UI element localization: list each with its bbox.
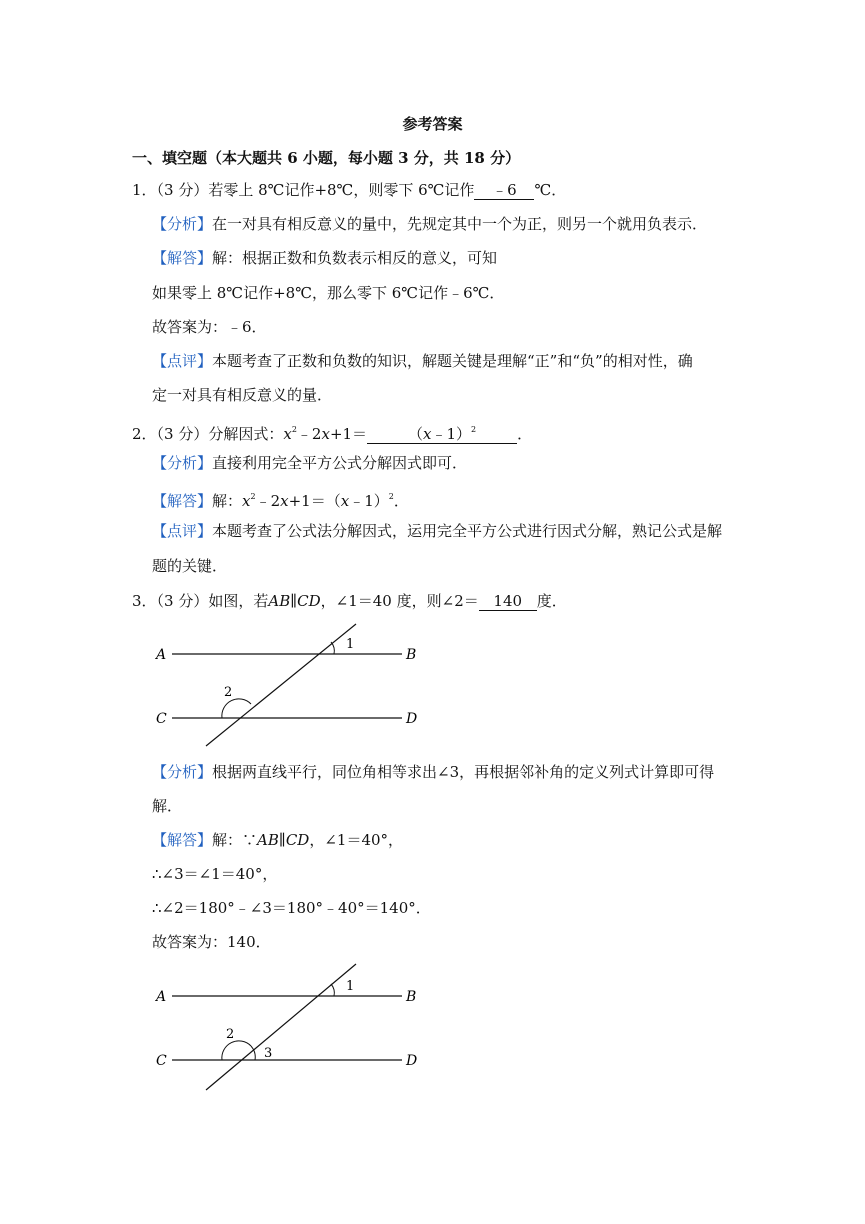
label-angle-1: 1 bbox=[346, 637, 355, 652]
q2-analysis bbox=[152, 453, 467, 473]
label-angle-1: 1 bbox=[346, 979, 355, 994]
label-c: C bbox=[156, 1053, 167, 1069]
q2-term: ﹣2 bbox=[296, 425, 322, 443]
q3-solution-text: 解：∵ bbox=[212, 831, 258, 849]
q2-var-x: x bbox=[283, 425, 292, 443]
q1-analysis bbox=[152, 214, 707, 234]
q2-solution bbox=[152, 487, 409, 511]
q3-solution-line-4: 故答案为：140． bbox=[152, 933, 271, 951]
q2-exponent: 2 bbox=[250, 492, 256, 501]
q3-stem-text: 3．（3 分）如图，若 bbox=[132, 592, 269, 610]
q2-solution-text: ． bbox=[393, 492, 409, 510]
q2-answer-part: （ bbox=[408, 425, 424, 443]
q3-stem-text: ，∠1＝40 度，则∠2＝ bbox=[320, 592, 479, 610]
q1-comment-text: 本题考查了正数和负数的知识，解题关键是理解“正”和“负”的相对性，确 bbox=[212, 352, 693, 370]
q2-comment-line-2: 题的关键． bbox=[152, 557, 228, 575]
label-a: A bbox=[156, 647, 167, 663]
q1-analysis-text: 在一对具有相反意义的量中，先规定其中一个为正，则另一个就用负表示． bbox=[212, 215, 708, 233]
q2-exponent: 2 bbox=[388, 492, 394, 501]
label-d: D bbox=[406, 1053, 418, 1069]
q3-solution-line-2: ∴∠3＝∠1＝40°， bbox=[152, 865, 278, 883]
q2-answer-exponent: 2 bbox=[471, 425, 477, 434]
q3-analysis-line-2: 解． bbox=[152, 797, 183, 815]
q2-var-x: x bbox=[321, 425, 330, 443]
comment-tag: 【点评】 bbox=[152, 352, 213, 370]
label-angle-2: 2 bbox=[226, 1027, 235, 1042]
solution-tag: 【解答】 bbox=[152, 249, 213, 267]
q2-solution-text: ﹣2 bbox=[255, 492, 281, 510]
solution-tag: 【解答】 bbox=[152, 492, 213, 510]
q1-stem-unit: ℃． bbox=[534, 181, 567, 199]
q3-stem-end: 度． bbox=[536, 592, 567, 610]
analysis-tag: 【分析】 bbox=[152, 215, 213, 233]
label-a: A bbox=[156, 989, 167, 1005]
q1-solution bbox=[152, 248, 497, 268]
label-d: D bbox=[406, 711, 418, 727]
q1-comment-line-2: 定一对具有相反意义的量． bbox=[152, 386, 333, 404]
figure-parallel-lines-2 bbox=[150, 960, 430, 1095]
label-angle-2: 2 bbox=[224, 685, 233, 700]
label-b: B bbox=[406, 989, 417, 1005]
q3-answer-blank: 140 bbox=[479, 592, 537, 611]
q3-parallel-notation: AB∥CD bbox=[257, 831, 310, 849]
label-b: B bbox=[406, 647, 417, 663]
q1-stem-text: 1．（3 分）若零上 8℃记作+8℃，则零下 6℃记作 bbox=[132, 181, 475, 199]
q2-stem-text: 2．（3 分）分解因式： bbox=[132, 425, 284, 443]
q3-solution bbox=[152, 830, 403, 850]
q1-solution-text: 解：根据正数和负数表示相反的意义，可知 bbox=[212, 249, 498, 267]
q1-comment bbox=[152, 351, 693, 371]
analysis-tag: 【分析】 bbox=[152, 763, 213, 781]
q1-answer-blank: ﹣6 bbox=[474, 181, 534, 200]
q2-var-x: x bbox=[280, 492, 289, 510]
page-title: 参考答案 bbox=[402, 115, 463, 133]
q2-answer-part: x bbox=[423, 425, 432, 443]
angle-2-arc bbox=[222, 699, 251, 718]
q2-comment-text: 本题考查了公式法分解因式，运用完全平方公式进行因式分解，熟记公式是解 bbox=[212, 522, 723, 540]
q2-analysis-text: 直接利用完全平方公式分解因式即可． bbox=[212, 454, 468, 472]
q2-answer-blank bbox=[367, 421, 517, 444]
q2-answer-part: ﹣1） bbox=[431, 425, 472, 443]
label-c: C bbox=[156, 711, 167, 727]
q2-exponent: 2 bbox=[291, 425, 297, 434]
q2-comment bbox=[152, 521, 722, 541]
q2-term: +1＝ bbox=[329, 425, 368, 443]
q2-var-x: x bbox=[340, 492, 350, 510]
q1-solution-line-3: 故答案为：﹣6． bbox=[152, 318, 267, 336]
q2-stem bbox=[132, 420, 532, 444]
q2-solution-text: +1＝（ bbox=[288, 492, 341, 510]
q2-var-x: x bbox=[242, 492, 251, 510]
q2-solution-text: ﹣1） bbox=[349, 492, 389, 510]
q3-stem bbox=[132, 591, 567, 611]
angle-2-arc bbox=[222, 1041, 251, 1060]
q3-analysis bbox=[152, 762, 714, 782]
angle-3-arc bbox=[251, 1046, 255, 1060]
comment-tag: 【点评】 bbox=[152, 522, 213, 540]
figure-parallel-lines-1 bbox=[150, 620, 430, 750]
label-angle-3: 3 bbox=[264, 1046, 273, 1061]
q3-solution-text: ，∠1＝40°， bbox=[309, 831, 404, 849]
section-heading: 一、填空题（本大题共 6 小题，每小题 3 分，共 18 分） bbox=[132, 149, 521, 167]
q3-analysis-text: 根据两直线平行，同位角相等求出∠3，再根据邻补角的定义列式计算即可得 bbox=[212, 763, 715, 781]
analysis-tag: 【分析】 bbox=[152, 454, 213, 472]
q3-solution-line-3: ∴∠2＝180°﹣∠3＝180°﹣40°＝140°． bbox=[152, 899, 431, 917]
q1-stem bbox=[132, 180, 566, 200]
solution-tag: 【解答】 bbox=[152, 831, 213, 849]
q1-solution-line-2: 如果零上 8℃记作+8℃，那么零下 6℃记作﹣6℃． bbox=[152, 284, 505, 302]
angle-1-arc bbox=[331, 984, 334, 996]
q2-solution-text: 解： bbox=[212, 492, 243, 510]
q2-stem-end: ． bbox=[517, 425, 533, 443]
q3-parallel-notation: AB∥CD bbox=[268, 592, 321, 610]
